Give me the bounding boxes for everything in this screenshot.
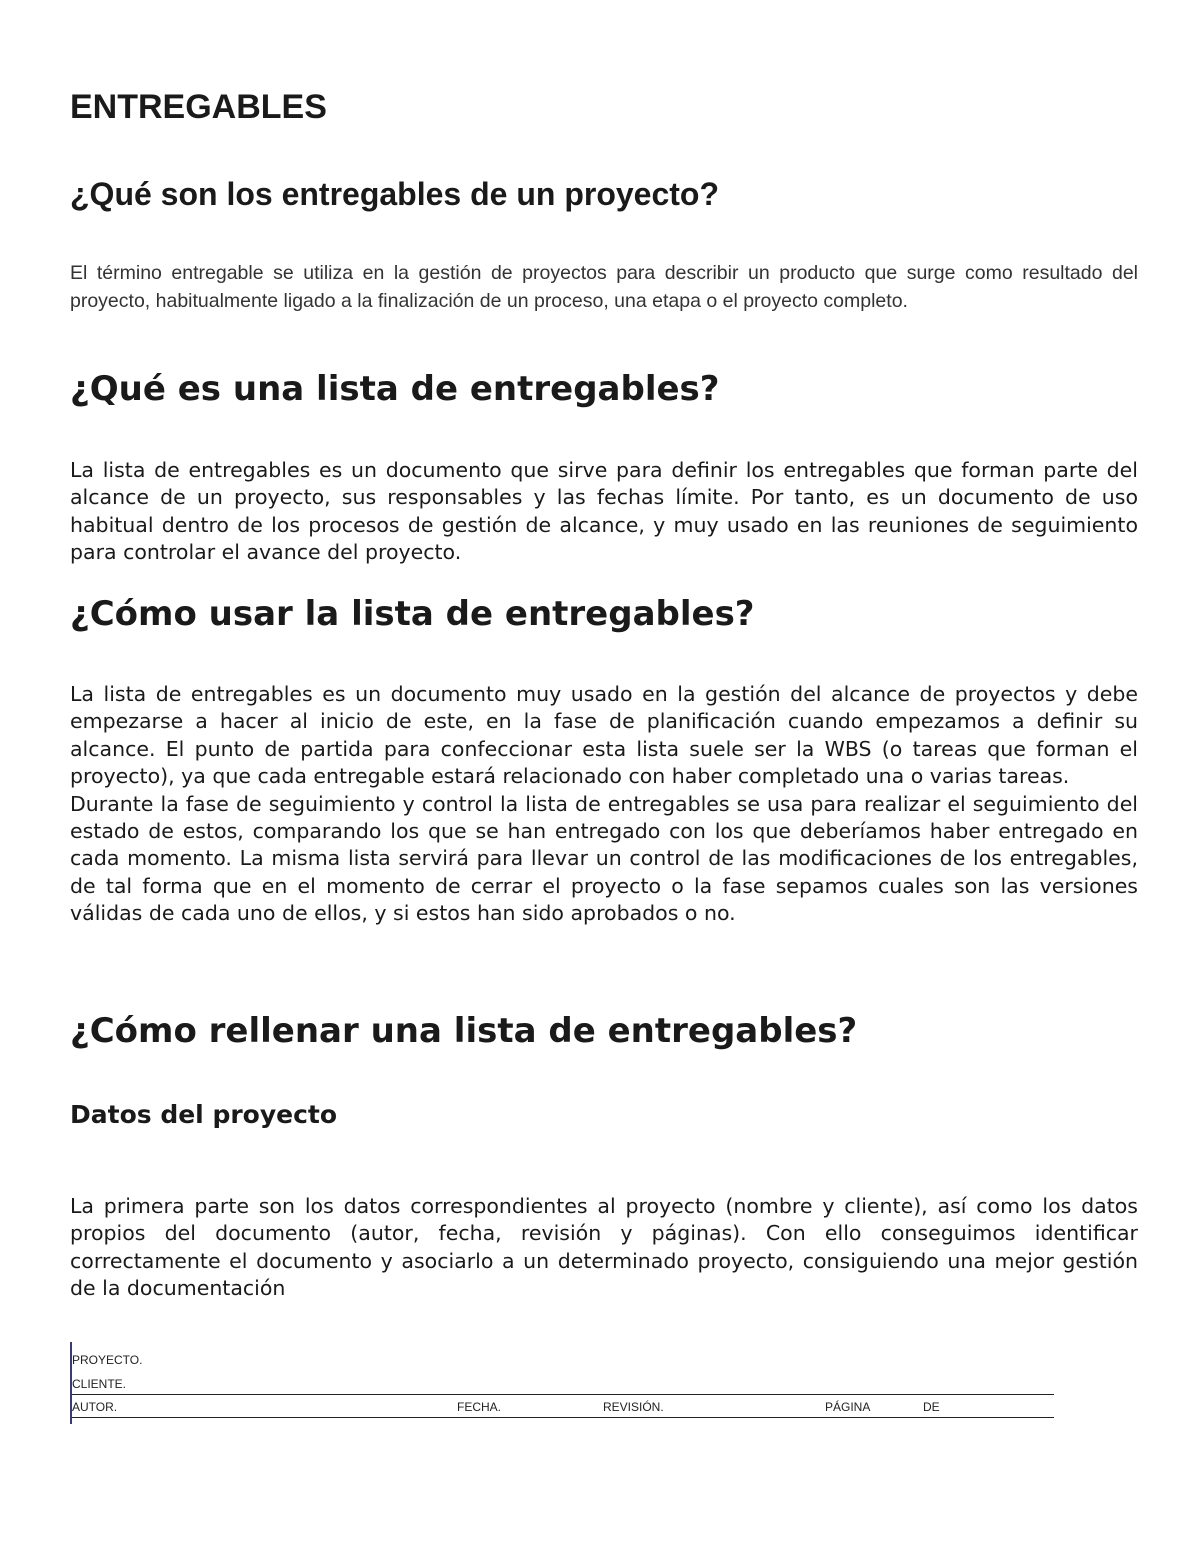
- form-row-cliente: [72, 1372, 1054, 1394]
- fecha-label: FECHA.: [457, 1400, 502, 1414]
- proyecto-label: PROYECTO.: [72, 1353, 143, 1367]
- cliente-label: CLIENTE.: [72, 1377, 127, 1391]
- section1-heading: ¿Qué son los entregables de un proyecto?: [70, 176, 719, 212]
- autor-label: AUTOR.: [72, 1400, 118, 1414]
- section3-paragraph-2: Durante la fase de seguimiento y control la lista de entregables se usa para realizar el seguimiento del estado de estos, comparando los que se han entregado con los que deberíamos haber entregado en cada momento. La misma lista servirá para llevar un control de las modificaciones de los entregables, de tal forma que en el momento de cerrar el proyecto o la fase sepamos cuales son las versiones válidas de cada uno de ellos, y si estos han sido aprobados o no.: [70, 791, 1138, 926]
- pagina-label: PÁGINA: [825, 1400, 871, 1414]
- section4-subheading: Datos del proyecto: [70, 1100, 338, 1129]
- section3-heading: ¿Cómo usar la lista de entregables?: [70, 594, 755, 634]
- section1-body: El término entregable se utiliza en la gestión de proyectos para describir un producto que surge como resultado del proyecto, habitualmente ligado a la finalización de un proceso, una etapa o el proyecto completo.: [70, 262, 1138, 312]
- document-title: ENTREGABLES: [70, 88, 327, 126]
- de-label: DE: [923, 1400, 940, 1414]
- section3-paragraph-1: La lista de entregables es un documento muy usado en la gestión del alcance de proyectos y debe empezarse a hacer al inicio de este, en la fase de planificación cuando empezamos a definir su alcance. El punto de partida para confeccionar esta lista suele ser la WBS (o tareas que forman el proyecto), ya que cada entregable estará relacionado con haber completado una o varias tareas.: [70, 682, 1138, 789]
- form-row-autor: [72, 1394, 1054, 1418]
- form-row-proyecto: [72, 1348, 1054, 1370]
- revision-label: REVISIÓN.: [603, 1400, 664, 1414]
- section2-body: La lista de entregables es un documento que sirve para definir los entregables que forman parte del alcance de un proyecto, sus responsables y las fechas límite. Por tanto, es un documento de uso habitual dentro de los procesos de gestión de alcance, y muy usado en las reuniones de seguimiento para controlar el avance del proyecto.: [70, 458, 1138, 565]
- section2-heading: ¿Qué es una lista de entregables?: [70, 369, 720, 409]
- section4-heading: ¿Cómo rellenar una lista de entregables?: [70, 1011, 858, 1051]
- project-data-form: [70, 1342, 1054, 1424]
- section3-body: [70, 681, 1138, 928]
- section4-body: La primera parte son los datos correspondientes al proyecto (nombre y cliente), así como los datos propios del documento (autor, fecha, revisión y páginas). Con ello conseguimos identificar correctamente el documento y asociarlo a un determinado proyecto, consiguiendo una mejor gestión de la documentación: [70, 1194, 1138, 1301]
